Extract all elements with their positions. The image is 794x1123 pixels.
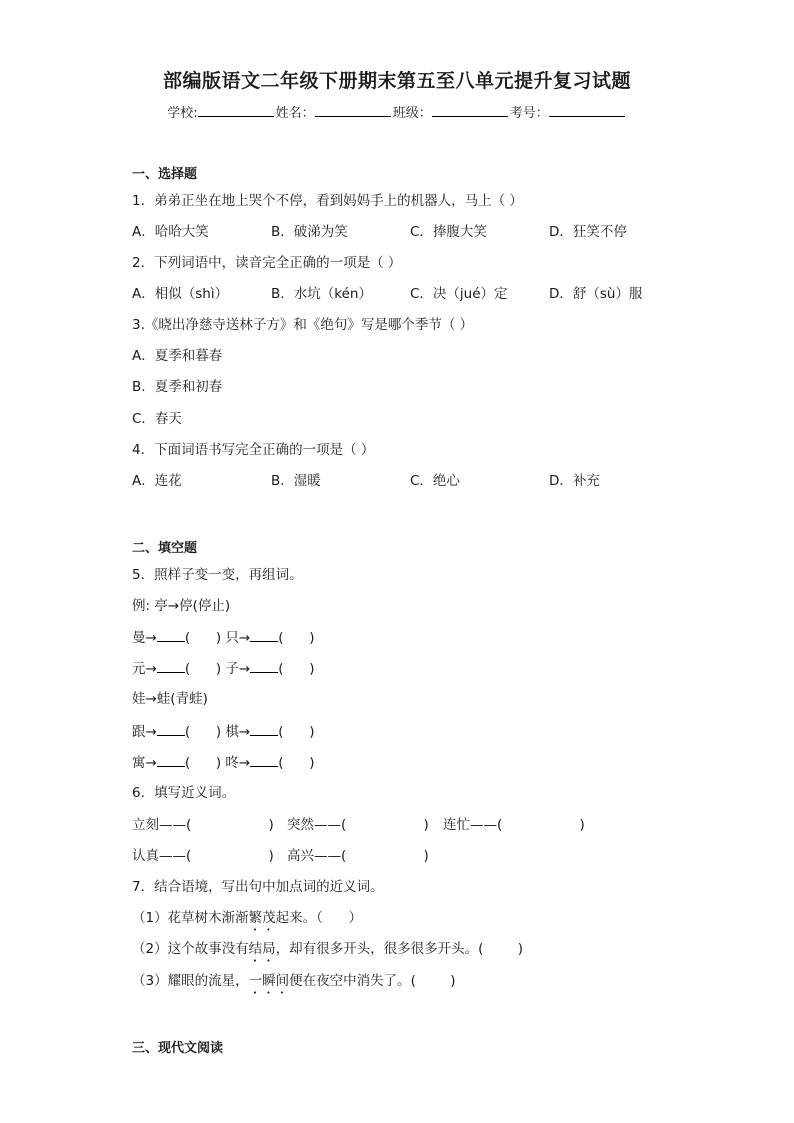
question-1-option-a: A．哈哈大笑 <box>132 224 209 240</box>
question-4-option-c: C．绝心 <box>410 473 460 489</box>
question-5-row-4 <box>132 753 314 772</box>
synonym-paren: ) <box>191 817 274 833</box>
synonym-paren: ) <box>346 848 429 864</box>
question-1-option-c: C．捧腹大笑 <box>410 224 487 240</box>
question-2-option-d: D．舒（sù）服 <box>549 286 643 302</box>
fill-prompt: 咚→ <box>225 755 251 771</box>
dotted-word: 一瞬间 <box>248 973 290 989</box>
question-5-stem: 5．照样子变一变，再组词。 <box>132 567 303 583</box>
section-heading-reading: 三、现代文阅读 <box>132 1041 224 1056</box>
question-2-stem: 2．下列词语中，读音完全正确的一项是（ ） <box>132 255 402 271</box>
fill-paren: ( ) <box>278 724 315 740</box>
fill-prompt: 只→ <box>225 630 251 646</box>
question-2-option-b: B．水坑（kén） <box>271 286 372 302</box>
sentence-text: 便在夜空中消失了。( ) <box>289 973 456 989</box>
question-7-sentence-2 <box>132 940 523 965</box>
question-2-option-c: C．决（jué）定 <box>410 286 508 302</box>
sentence-text: （3）耀眼的流星， <box>132 973 249 989</box>
fill-prompt: 曼→ <box>132 630 157 646</box>
number-blank[interactable] <box>549 104 625 117</box>
question-1-option-b: B．破涕为笑 <box>271 224 348 240</box>
synonym-paren: ) <box>346 817 429 833</box>
fill-paren: ( ) <box>278 755 315 771</box>
question-5-row-2 <box>132 659 314 678</box>
name-blank[interactable] <box>315 104 391 117</box>
fill-prompt: 跟→ <box>132 724 157 740</box>
number-label: 考号： <box>509 106 549 121</box>
section-heading-choice: 一、选择题 <box>132 167 198 182</box>
fill-prompt: 寓→ <box>132 755 157 771</box>
synonym-prompt: 认真——( <box>132 848 192 864</box>
fill-paren: ( ) <box>184 724 226 740</box>
school-label: 学校: <box>167 106 198 121</box>
sentence-text: （1）花草树木渐渐 <box>132 910 249 926</box>
fill-prompt: 棋→ <box>225 724 251 740</box>
class-label: 班级： <box>392 106 432 121</box>
question-5-row-1 <box>132 628 314 647</box>
fill-paren: ( ) <box>278 630 315 646</box>
fill-paren: ( ) <box>278 661 315 677</box>
synonym-item[interactable] <box>287 816 429 834</box>
fill-paren: ( ) <box>184 755 226 771</box>
synonym-paren: ) <box>502 817 585 833</box>
fill-paren: ( ) <box>184 630 226 646</box>
question-3-option-b: B．夏季和初春 <box>132 379 223 395</box>
fill-blank[interactable] <box>250 659 278 673</box>
synonym-item[interactable] <box>132 816 274 834</box>
synonym-paren: ) <box>191 848 274 864</box>
fill-blank[interactable] <box>157 722 185 736</box>
page-title: 部编版语文二年级下册期末第五至八单元提升复习试题 <box>162 70 631 92</box>
fill-blank[interactable] <box>250 628 278 642</box>
fill-blank[interactable] <box>157 753 185 767</box>
question-1-option-d: D．狂笑不停 <box>549 224 627 240</box>
fill-prompt: 元→ <box>132 661 157 677</box>
fill-paren: ( ) <box>184 661 226 677</box>
fill-blank[interactable] <box>157 659 185 673</box>
question-7-sentence-3 <box>132 972 455 997</box>
sentence-text: 起来。（ ） <box>275 910 363 926</box>
question-1-stem: 1．弟弟正坐在地上哭个不停，看到妈妈手上的机器人，马上（ ） <box>132 193 523 209</box>
synonym-item[interactable] <box>443 816 585 834</box>
question-5-row-3 <box>132 722 314 741</box>
question-6-stem: 6．填写近义词。 <box>132 785 236 801</box>
question-3-option-a: A．夏季和暮春 <box>132 348 223 364</box>
synonym-item[interactable] <box>287 847 429 865</box>
student-info-line <box>0 102 794 121</box>
sentence-text: （2）这个故事没有 <box>132 941 249 957</box>
synonym-item[interactable] <box>132 847 274 865</box>
question-4-option-b: B．湿暖 <box>271 473 321 489</box>
question-2-option-a: A．相似（shì） <box>132 286 229 302</box>
class-blank[interactable] <box>432 104 508 117</box>
question-4-stem: 4．下面词语书写完全正确的一项是（ ） <box>132 442 375 458</box>
fill-blank[interactable] <box>157 628 185 642</box>
section-heading-fill: 二、填空题 <box>132 541 198 556</box>
question-5-example-1: 例: 亭→停(停止) <box>132 598 231 614</box>
question-3-stem: 3.《晓出净慈寺送林子方》和《绝句》写是哪个季节（ ） <box>132 317 474 333</box>
dotted-word: 繁茂 <box>248 910 276 926</box>
fill-prompt: 子→ <box>225 661 251 677</box>
synonym-prompt: 突然——( <box>287 817 347 833</box>
question-5-example-2: 娃→蛙(青蛙) <box>132 691 208 707</box>
synonym-prompt: 立刻——( <box>132 817 192 833</box>
question-7-stem: 7．结合语境，写出句中加点词的近义词。 <box>132 879 384 895</box>
question-3-option-c: C．春天 <box>132 411 182 427</box>
question-4-option-a: A．连花 <box>132 473 182 489</box>
dotted-word: 结局 <box>248 941 276 957</box>
question-7-sentence-1 <box>132 909 362 934</box>
synonym-prompt: 连忙——( <box>443 817 503 833</box>
fill-blank[interactable] <box>250 722 278 736</box>
sentence-text: ，却有很多开头，很多很多开头。( ) <box>275 941 523 957</box>
name-label: 姓名： <box>275 106 315 121</box>
synonym-prompt: 高兴——( <box>287 848 347 864</box>
school-blank[interactable] <box>198 104 274 117</box>
fill-blank[interactable] <box>250 753 278 767</box>
question-4-option-d: D．补充 <box>549 473 600 489</box>
